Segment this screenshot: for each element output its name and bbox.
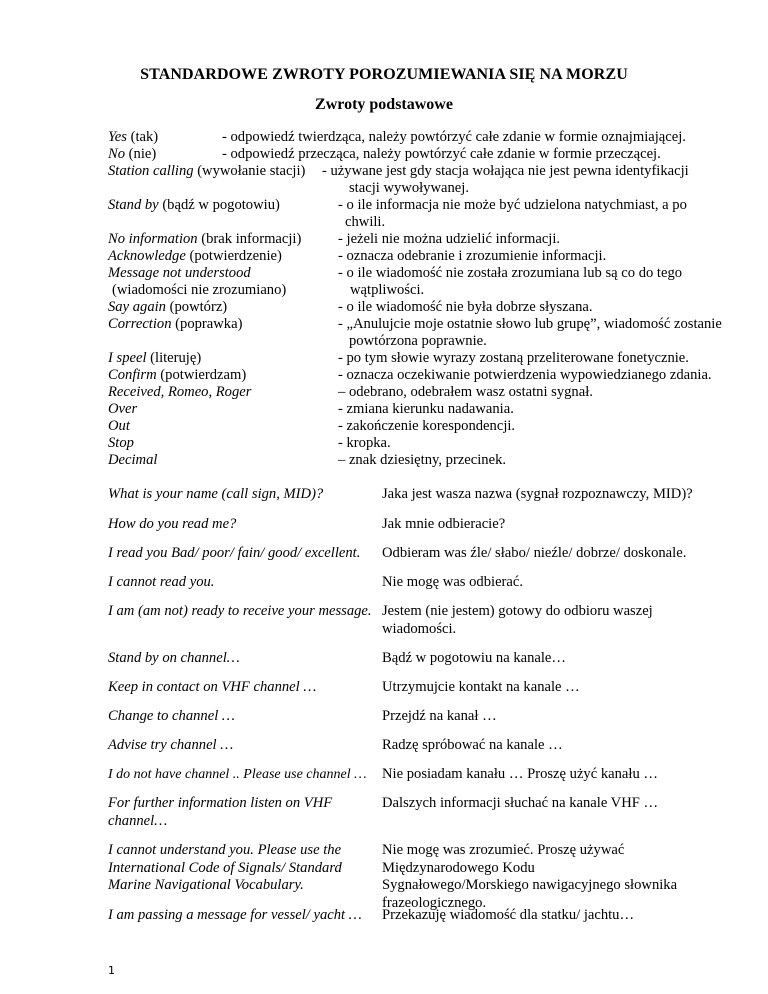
phrase-pl: Przejdź na kanał … — [382, 708, 497, 724]
def-term: Stop — [108, 435, 134, 451]
def-desc: - jeżeli nie można udzielić informacji. — [338, 231, 561, 247]
def-desc: - odpowiedź przecząca, należy powtórzyć całe zdanie w formie przeczącej. — [222, 146, 661, 162]
def-desc: - o ile wiadomość nie została zrozumiana lub są co do tego — [338, 265, 683, 281]
def-desc: - oznacza odebranie i zrozumienie informacji. — [338, 248, 607, 264]
phrase-pl: Nie posiadam kanału … Proszę użyć kanału … — [382, 766, 658, 782]
phrase-en: I am (am not) ready to receive your message. — [108, 603, 372, 619]
phrase-pl: Nie mogę was zrozumieć. Proszę używać Międzynarodowego Kodu Sygnałowego/Morskiego nawigacyjnego słownika frazeologicznego. — [382, 842, 678, 911]
def-desc: - o ile informacja nie może być udzielona natychmiast, a po — [338, 197, 687, 213]
phrase-pl: Odbieram was źle/ słabo/ nieźle/ dobrze/ doskonale. — [382, 545, 687, 561]
def-term: Stand by (bądź w pogotowiu) — [108, 197, 280, 213]
phrase-en: I cannot read you. — [108, 574, 215, 590]
def-desc: – znak dziesiętny, przecinek. — [338, 452, 507, 468]
def-term: Acknowledge (potwierdzenie) — [108, 248, 282, 264]
def-term: Station calling (wywołanie stacji) — [108, 163, 306, 179]
def-term: Say again (powtórz) — [108, 299, 228, 315]
page-number: 1 — [108, 964, 115, 977]
def-term: Yes (tak) — [108, 129, 159, 145]
phrase-pl: Jestem (nie jestem) gotowy do odbioru waszej wiadomości. — [382, 603, 653, 637]
def-desc-cont: wątpliwości. — [350, 282, 425, 298]
phrase-en: For further information listen on VHF channel… — [108, 795, 333, 829]
def-desc-cont: chwili. — [345, 214, 386, 230]
def-term: No information (brak informacji) — [108, 231, 302, 247]
def-desc: - oznacza oczekiwanie potwierdzenia wypowiedzianego zdania. — [338, 367, 712, 383]
phrase-en: I cannot understand you. Please use the International Code of Signals/ Standard Marine Navigational Vocabulary. — [108, 842, 342, 893]
phrase-en: Advise try channel … — [108, 737, 234, 753]
phrase-en: I am passing a message for vessel/ yacht … — [108, 907, 362, 923]
def-desc: - po tym słowie wyrazy zostaną przeliterowane fonetycznie. — [338, 350, 689, 366]
phrase-pl: Jaka jest wasza nazwa (sygnał rozpoznawczy, MID)? — [382, 486, 693, 502]
phrase-pl: Przekazuję wiadomość dla statku/ jachtu… — [382, 907, 635, 923]
def-desc-cont: powtórzona poprawnie. — [349, 333, 487, 349]
def-desc: - o ile wiadomość nie była dobrze słyszana. — [338, 299, 593, 315]
phrase-en: How do you read me? — [108, 516, 237, 532]
phrase-en: I read you Bad/ poor/ fain/ good/ excellent. — [108, 545, 361, 561]
def-term: Decimal — [108, 452, 158, 468]
phrase-pl: Jak mnie odbieracie? — [382, 516, 506, 532]
def-desc: - odpowiedź twierdząca, należy powtórzyć całe zdanie w formie oznajmiającej. — [222, 129, 686, 145]
def-desc: – odebrano, odebrałem wasz ostatni sygnał. — [338, 384, 593, 400]
def-term: Received, Romeo, Roger — [108, 384, 252, 400]
def-desc: - „Anulujcie moje ostatnie słowo lub grupę”, wiadomość zostanie — [338, 316, 722, 332]
page-title: STANDARDOWE ZWROTY POROZUMIEWANIA SIĘ NA MORZU — [140, 66, 628, 83]
def-term: Out — [108, 418, 130, 434]
def-term: Message not understood — [108, 265, 251, 281]
def-term: No (nie) — [108, 146, 157, 162]
phrase-en: Stand by on channel… — [108, 650, 240, 666]
def-desc-cont: stacji wywoływanej. — [349, 180, 469, 196]
phrase-pl: Bądź w pogotowiu na kanale… — [382, 650, 566, 666]
phrase-pl: Radzę spróbować na kanale … — [382, 737, 563, 753]
phrase-pl: Dalszych informacji słuchać na kanale VHF … — [382, 795, 659, 811]
phrase-en: Keep in contact on VHF channel … — [108, 679, 317, 695]
def-term: Confirm (potwierdzam) — [108, 367, 247, 383]
phrase-en: What is your name (call sign, MID)? — [108, 486, 324, 502]
phrase-pl: Nie mogę was odbierać. — [382, 574, 524, 590]
def-desc: - zakończenie korespondencji. — [338, 418, 516, 434]
phrase-pl: Utrzymujcie kontakt na kanale … — [382, 679, 580, 695]
def-term: I speel (literuję) — [108, 350, 202, 366]
page-subtitle: Zwroty podstawowe — [315, 96, 453, 113]
phrase-en: Change to channel … — [108, 708, 235, 724]
phrase-en: I do not have channel .. Please use channel … — [108, 767, 367, 782]
def-term: Correction (poprawka) — [108, 316, 243, 332]
def-desc: - zmiana kierunku nadawania. — [338, 401, 514, 417]
def-term-cont: (wiadomości nie zrozumiano) — [112, 282, 287, 298]
def-term: Over — [108, 401, 138, 417]
def-desc: - kropka. — [338, 435, 391, 451]
def-desc: - używane jest gdy stacja wołająca nie jest pewna identyfikacji — [322, 163, 689, 179]
